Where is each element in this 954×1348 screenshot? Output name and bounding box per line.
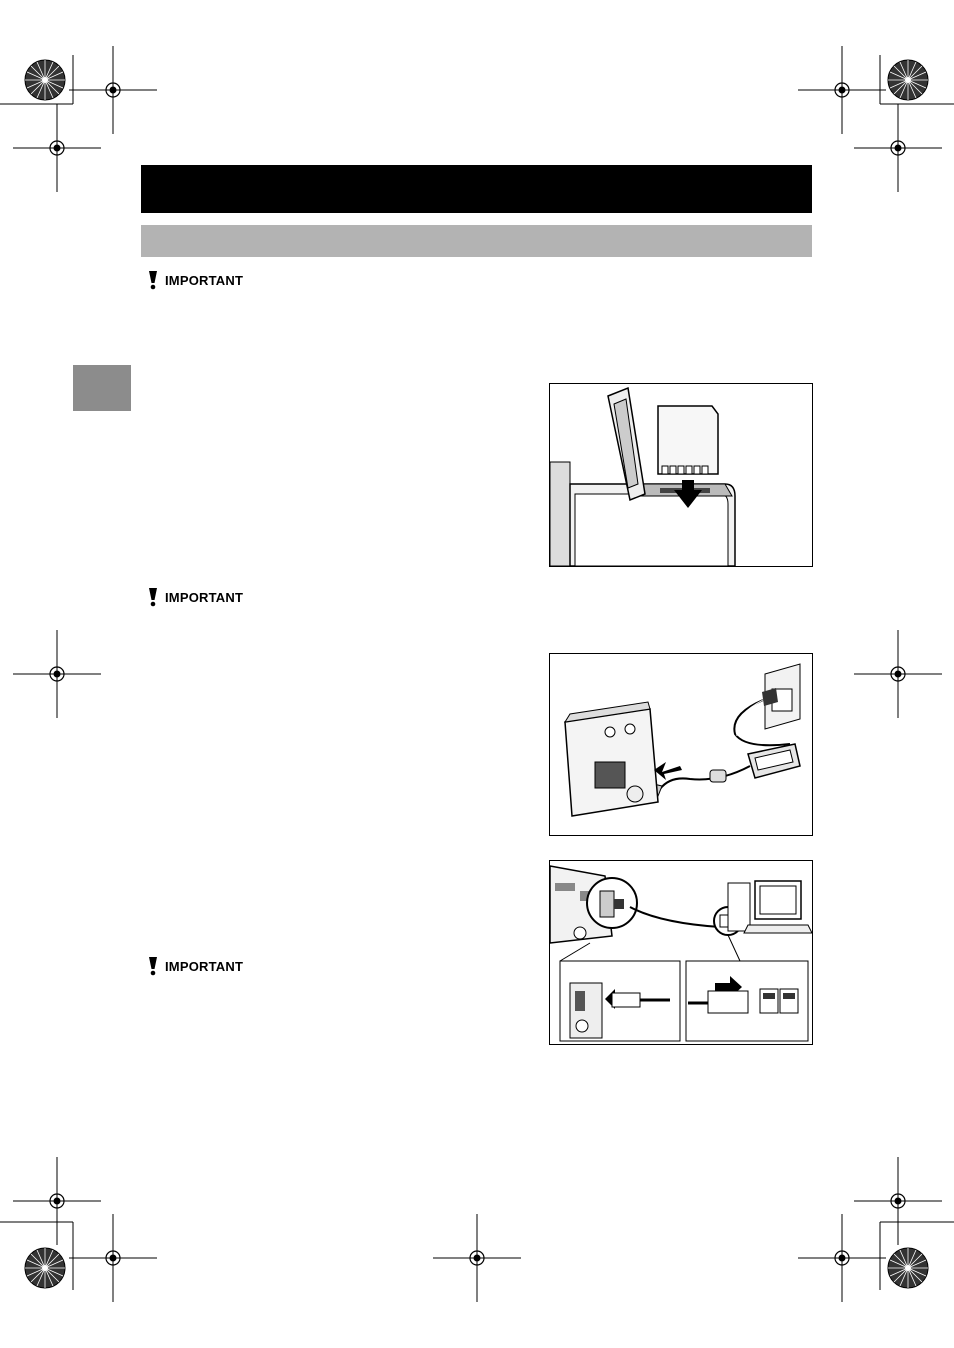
subsection-title-bar [141, 225, 812, 257]
exclamation-icon [147, 587, 159, 607]
important-label: IMPORTANT [165, 958, 244, 974]
figure-insert-memory-card [549, 383, 813, 567]
chapter-side-tab [73, 365, 131, 411]
important-note [147, 956, 243, 976]
important-note [147, 587, 243, 607]
ac-adapter-illustration [550, 654, 812, 835]
important-label: IMPORTANT [165, 272, 244, 288]
usb-connection-illustration [550, 861, 812, 1044]
section-title-bar [141, 165, 812, 213]
important-label: IMPORTANT [165, 589, 244, 605]
figure-connect-ac-adapter [549, 653, 813, 836]
memory-card-illustration [550, 384, 812, 566]
exclamation-icon [147, 956, 159, 976]
figure-connect-usb-cable [549, 860, 813, 1045]
important-note [147, 270, 243, 290]
exclamation-icon [147, 270, 159, 290]
